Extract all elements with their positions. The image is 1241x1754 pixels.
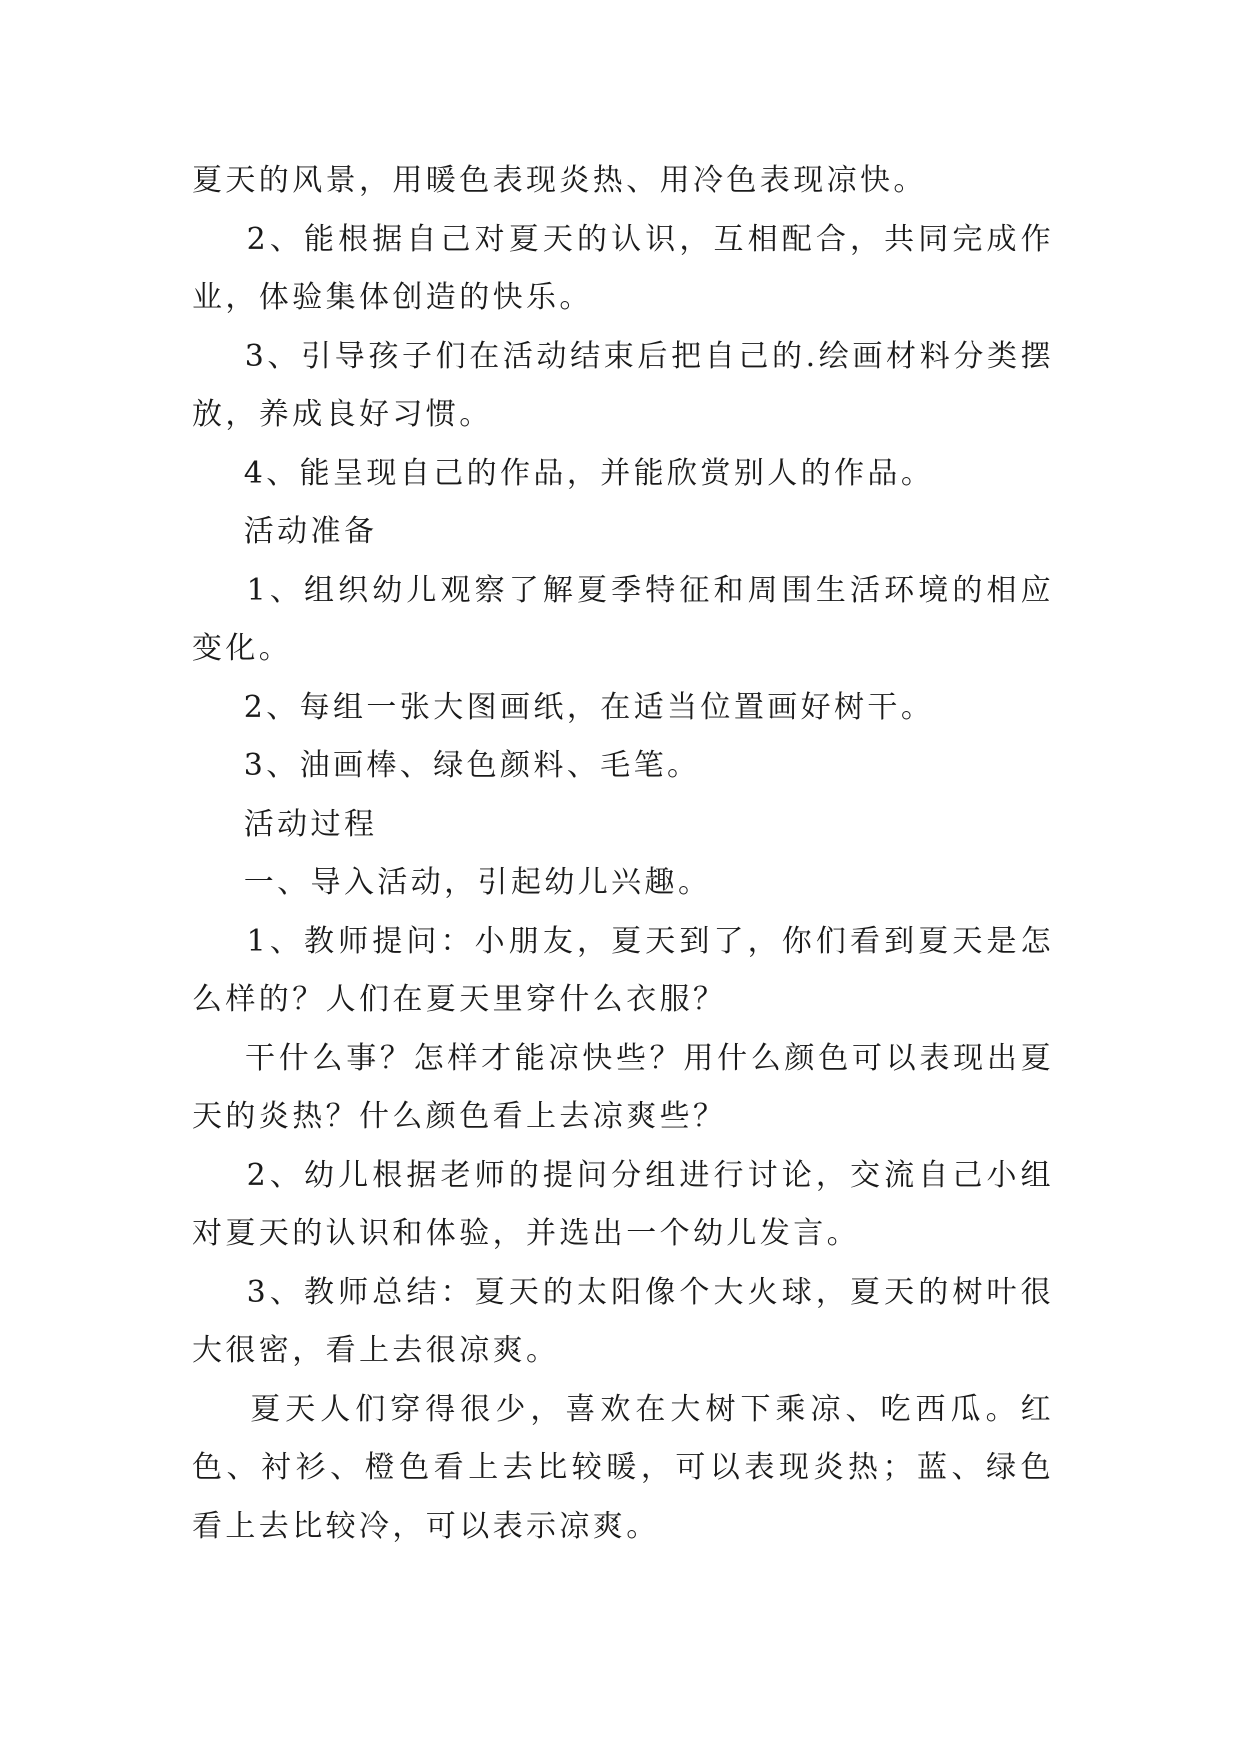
paragraph-goal-4: 4、能呈现自己的作品，并能欣赏别人的作品。 — [192, 455, 935, 491]
section-heading-preparation: 活动准备 — [192, 514, 378, 549]
paragraph-process-1-cont: 干什么事？怎样才能凉快些？用什么颜色可以表现出夏天的炎热？什么颜色看上去凉爽些？ — [192, 1040, 1054, 1134]
paragraph-prep-2: 2、每组一张大图画纸，在适当位置画好树干。 — [192, 689, 935, 725]
paragraph-process-intro: 一、导入活动，引起幼儿兴趣。 — [192, 865, 712, 900]
paragraph-process-3: 3、教师总结：夏天的太阳像个大火球，夏天的树叶很大很密，看上去很凉爽。 — [192, 1274, 1055, 1368]
paragraph-goal-3: 3、引导孩子们在活动结束后把自己的.绘画材料分类摆放，养成良好习惯。 — [192, 338, 1055, 432]
paragraph-continuation: 夏天的风景，用暖色表现炎热、用冷色表现凉快。 — [192, 163, 927, 198]
paragraph-summary: 夏天人们穿得很少，喜欢在大树下乘凉、吃西瓜。红色、衬衫、橙色看上去比较暖，可以表现炎热；蓝、绿色看上去比较冷，可以表示凉爽。 — [192, 1391, 1054, 1544]
paragraph-prep-3: 3、油画棒、绿色颜料、毛笔。 — [192, 748, 701, 783]
section-heading-process: 活动过程 — [192, 806, 378, 842]
paragraph-process-2: 2、幼儿根据老师的提问分组进行讨论，交流自己小组对夏天的认识和体验，并选出一个幼儿发言。 — [192, 1157, 1055, 1251]
paragraph-prep-1: 1、组织幼儿观察了解夏季特征和周围生活环境的相应变化。 — [192, 572, 1055, 666]
document-body — [192, 152, 1054, 1556]
paragraph-process-1: 1、教师提问：小朋友，夏天到了，你们看到夏天是怎么样的？人们在夏天里穿什么衣服？ — [192, 923, 1055, 1017]
paragraph-goal-2: 2、能根据自己对夏天的认识，互相配合，共同完成作业，体验集体创造的快乐。 — [192, 221, 1055, 315]
